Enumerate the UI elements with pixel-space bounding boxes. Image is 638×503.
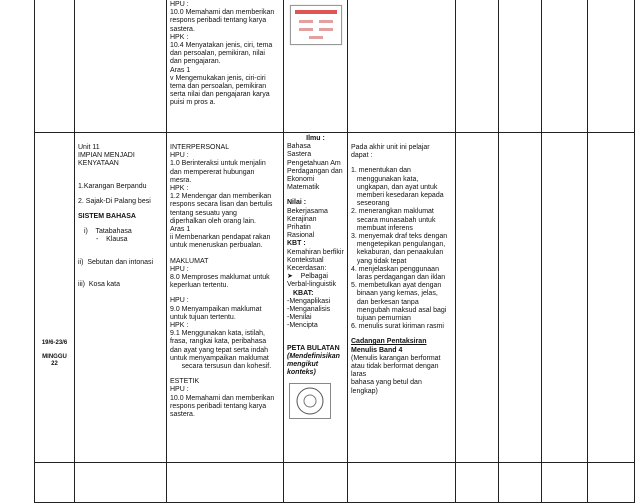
nilai-heading: Nilai : <box>287 199 307 207</box>
blank-cell <box>456 463 499 503</box>
standard-cell <box>167 463 284 503</box>
standard-line: v Mengemukakan jenis, ciri-ciri <box>170 74 266 82</box>
nilai-item: Bekerjasama <box>287 207 328 215</box>
standard-line: HPU : <box>170 265 189 273</box>
topic-heading: SISTEM BAHASA <box>78 213 136 221</box>
lesson-plan-table <box>34 0 635 503</box>
topic-item: 1.Karangan Berpandu <box>78 182 147 190</box>
standard-line: puisi m pros a. <box>170 99 216 107</box>
objective-item: 5. membetulkan ayat dengan <box>351 282 442 290</box>
ilmu-item: Perdagangan dan <box>287 167 343 175</box>
standard-cell <box>167 0 284 133</box>
slide-thumbnail-icon <box>290 5 342 45</box>
blank-cell <box>499 133 542 463</box>
topic-sub: i) Tatabahasa <box>84 228 132 236</box>
standard-line: Aras 1 <box>170 66 191 74</box>
unit-title: KENYATAAN <box>78 160 119 168</box>
standard-line: HPK : <box>170 322 189 330</box>
standard-line: 9.0 Menyampaikan maklumat <box>170 305 262 313</box>
pelbagai-text: Pelbagai <box>300 273 328 281</box>
week-cell <box>35 0 75 133</box>
objective-intro: dapat : <box>351 152 373 160</box>
topic-cell <box>75 0 167 133</box>
blank-cell <box>499 0 542 133</box>
ilmu-item: Pengetahuan Am <box>287 159 341 167</box>
table-row <box>35 463 635 503</box>
standard-line: secara tersusun dan kohesif. <box>170 363 272 371</box>
objective-intro: Pada akhir unit ini pelajar <box>351 144 430 151</box>
kbat-item: -Menilai <box>287 314 312 322</box>
standard-line: INTERPERSONAL <box>170 144 230 151</box>
standard-line: respons peribadi tentang karya <box>170 402 267 410</box>
week-date: 19/6-23/6 <box>41 339 68 346</box>
topic-cell <box>75 133 167 463</box>
objective-item: yang tidak tepat <box>351 257 407 265</box>
standard-line: 10.4 Menyatakan jenis, ciri, tema <box>170 42 273 50</box>
blank-cell <box>456 0 499 133</box>
standard-line: Aras 1 <box>170 226 191 234</box>
ilmu-item: Sastera <box>287 151 312 159</box>
band-item: atau tidak berformat dengan <box>351 363 439 371</box>
standard-line: untuk meneruskan perbualan. <box>170 242 263 250</box>
arrow-bullet-icon: ➤ <box>287 273 293 281</box>
standard-line: 10.0 Memahami dan memberikan <box>170 9 275 17</box>
kbat-heading: KBAT: <box>293 289 314 297</box>
kbt-item: Kontekstual <box>287 256 324 264</box>
standard-line: dan mempererat hubungan <box>170 168 255 176</box>
standard-line: untuk menyampaikan maklumat <box>170 354 269 362</box>
blank-cell <box>588 463 635 503</box>
standard-line: diperhalkan oleh orang lain. <box>170 217 257 225</box>
objective-item: 4. menjelaskan penggunaan <box>351 265 439 273</box>
objective-item: seseorang <box>351 200 390 208</box>
kbt-heading: KBT : <box>287 240 306 248</box>
standard-line: frasa, rangkai kata, peribahasa <box>170 338 267 346</box>
standard-line <box>170 251 280 258</box>
peta-sub: mengikut <box>287 361 319 369</box>
circle-map-icon <box>289 383 331 419</box>
topic-sub: iii) Kosa kata <box>78 280 121 288</box>
blank-cell <box>542 0 588 133</box>
standard-line <box>170 290 280 297</box>
standard-line: 1.2 Mendengar dan memberikan <box>170 193 272 201</box>
standard-line: HPK : <box>170 185 189 193</box>
standard-line: sastera. <box>170 25 195 33</box>
standard-line: 1.0 Berinteraksi untuk menjalin <box>170 160 266 168</box>
objective-item: 3. menyemak draf teks dengan <box>351 233 448 241</box>
topic-cell <box>75 463 167 503</box>
band-item: (Menulis karangan berformat <box>351 354 441 362</box>
verbal-text: Verbal-linguistik <box>287 281 337 289</box>
standard-line: sastera. <box>170 411 195 419</box>
blank-cell <box>542 463 588 503</box>
kbt-item: Kecerdasan: <box>287 265 327 273</box>
objective-item: secara munasabah untuk <box>351 216 436 224</box>
blank-cell <box>499 463 542 503</box>
unit-label: Unit 11 <box>78 144 100 151</box>
kbat-item: -Mencipta <box>287 322 318 330</box>
objective-item: tujuan pemurnian <box>351 315 411 323</box>
standard-text <box>167 133 283 421</box>
standard-line <box>170 371 280 378</box>
element-cell <box>284 0 348 133</box>
objective-item: memberi kesedaran kepada <box>351 192 444 200</box>
nilai-item: Rasional <box>287 232 315 240</box>
table-row <box>35 0 635 133</box>
objective-item: binaan yang kemas, jelas, <box>351 290 438 298</box>
ilmu-item: Bahasa <box>287 143 311 151</box>
objective-item: 6. menulis surat kiriman rasmi <box>351 323 444 331</box>
ilmu-item: Ekonomi <box>287 176 315 184</box>
standard-line: tentang sesuatu yang <box>170 209 237 217</box>
peta-heading: PETA BULATAN <box>287 344 340 352</box>
blank-cell <box>588 133 635 463</box>
standard-line: 9.1 Menggunakan kata, istilah, <box>170 330 265 338</box>
peta-sub: konteks) <box>287 369 316 377</box>
ilmu-heading: Ilmu : <box>306 135 325 142</box>
objective-item: kekaburan, dan penaakulan <box>351 249 444 257</box>
ilmu-item: Matematik <box>287 184 320 192</box>
standard-line: HPU : <box>170 152 189 160</box>
standard-line: 8.0 Memproses maklumat untuk <box>170 274 270 282</box>
kbat-item: -Menganalisis <box>287 306 331 314</box>
standard-line: HPU : <box>170 297 189 305</box>
unit-title: IMPIAN MENJADI <box>78 152 135 160</box>
week-cell <box>35 133 75 463</box>
table-row <box>35 133 635 463</box>
topic-item: 2. Sajak-Di Palang besi <box>78 197 151 205</box>
objective-item: mengetepikan pengulangan, <box>351 241 446 249</box>
standard-line: HPU : <box>170 1 189 8</box>
objective-item: 1. menentukan dan <box>351 167 411 175</box>
peta-sub: (Mendefinisikan <box>287 352 340 360</box>
objective-item: laras perdagangan dan iklan <box>351 274 446 282</box>
blank-cell <box>456 133 499 463</box>
standard-line: dan ayat yang tepat serta indah <box>170 346 269 354</box>
element-cell <box>284 463 348 503</box>
standard-line: serta nilai dan pengajaran karya <box>170 91 270 99</box>
band-item: bahasa yang betul dan <box>351 379 422 387</box>
element-cell <box>284 133 348 463</box>
band-item: lengkap) <box>351 387 378 395</box>
standard-line: respons secara lisan dan bertulis <box>170 201 273 209</box>
kbt-item: Kemahiran berfikir <box>287 248 344 256</box>
standard-line: dan persoalan, pemikiran, nilai <box>170 50 265 58</box>
standard-line: HPU : <box>170 386 189 394</box>
objective-cell <box>348 463 456 503</box>
objective-cell <box>348 0 456 133</box>
blank-cell <box>542 133 588 463</box>
standard-cell <box>167 133 284 463</box>
standard-line: respons peribadi tentang karya <box>170 17 267 25</box>
standard-line: tema dan persoalan, pemikiran <box>170 83 267 91</box>
objective-cell <box>348 133 456 463</box>
topic-sub: ii) Sebutan dan intonasi <box>78 258 154 266</box>
standard-line: keperluan tertentu. <box>170 282 229 290</box>
standard-line: mesra. <box>170 176 192 184</box>
objective-item: menggunakan kata, <box>351 175 419 183</box>
standard-line: ESTETIK <box>170 378 200 386</box>
objective-item: dan berkesan tanpa <box>351 298 419 306</box>
topic-sub: - Klausa <box>96 236 128 244</box>
nilai-item: Prihatin <box>287 224 311 232</box>
band-item: laras <box>351 371 367 379</box>
standard-line: ii Membenarkan pendapat rakan <box>170 234 271 242</box>
standard-text <box>167 0 283 110</box>
objective-item: mengubah maksud asal bagi <box>351 306 447 314</box>
objective-item: membuat inferens <box>351 224 413 232</box>
kbat-item: -Mengaplikasi <box>287 297 331 305</box>
assessment-band: Menulis Band 4 <box>351 346 403 354</box>
assessment-heading: Cadangan Pentaksiran <box>351 338 427 346</box>
objective-item: 2. menerangkan maklumat <box>351 208 434 216</box>
blank-cell <box>588 0 635 133</box>
standard-line: untuk tujuan tertentu. <box>170 313 236 321</box>
standard-line: HPK : <box>170 33 189 41</box>
week-label: MINGGU <box>42 353 67 360</box>
standard-line: 10.0 Memahami dan memberikan <box>170 394 275 402</box>
week-cell <box>35 463 75 503</box>
standard-line: MAKLUMAT <box>170 257 209 265</box>
standard-line: dan pengajaran. <box>170 58 221 66</box>
week-number: 22 <box>51 360 58 367</box>
nilai-item: Kerajinan <box>287 215 317 223</box>
objective-item: ungkapan, dan ayat untuk <box>351 183 438 191</box>
